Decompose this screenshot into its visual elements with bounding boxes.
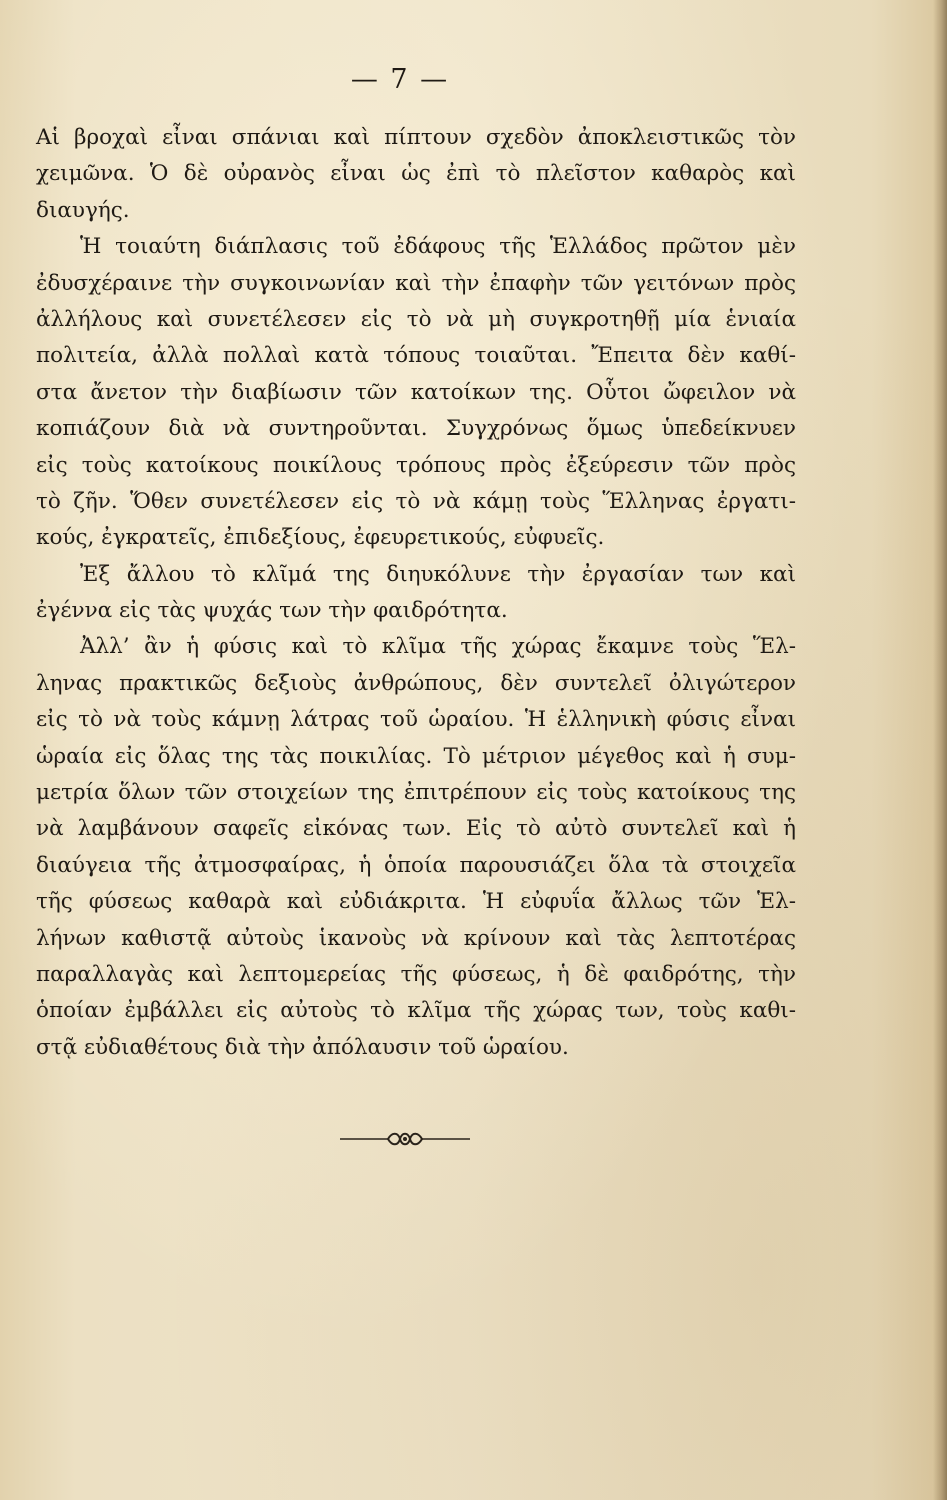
text-line: λήνων καθιστᾷ αὐτοὺς ἱκανοὺς νὰ κρίνουν καὶ τὰς λεπτοτέρας <box>36 925 796 951</box>
text-line: Ἐξ ἄλλου τὸ κλῖμά της διηυκόλυνε τὴν ἐργασίαν των καὶ <box>80 561 796 587</box>
ornamental-rule-icon <box>340 1128 470 1150</box>
body-text <box>36 120 796 1066</box>
text-line: εἰς τὸ νὰ τοὺς κάμνῃ λάτρας τοῦ ὡραίου. Ἡ ἑλληνικὴ φύσις εἶναι <box>36 707 796 733</box>
page-edge-shadow <box>933 0 947 1500</box>
text-line: στᾷ εὐδιαθέτους διὰ τὴν ἀπόλαυσιν τοῦ ὡραίου. <box>36 1034 569 1060</box>
text-line: χειμῶνα. Ὁ δὲ οὐρανὸς εἶναι ὡς ἐπὶ τὸ πλεῖστον καθαρὸς καὶ <box>36 161 796 187</box>
text-line: τὸ ζῆν. Ὅθεν συνετέλεσεν εἰς τὸ νὰ κάμῃ τοὺς Ἕλληνας ἐργατι- <box>36 488 796 514</box>
text-line: Αἱ βροχαὶ εἶναι σπάνιαι καὶ πίπτουν σχεδὸν ἀποκλειστικῶς τὸν <box>36 125 796 150</box>
text-line: ληνας πρακτικῶς δεξιοὺς ἀνθρώπους, δὲν συντελεῖ ὀλιγώτερον <box>36 670 796 696</box>
text-line: ὁποίαν ἐμβάλλει εἰς αὐτοὺς τὸ κλῖμα τῆς χώρας των, τοὺς καθι- <box>36 998 796 1024</box>
text-line: τῆς φύσεως καθαρὰ καὶ εὐδιάκριτα. Ἡ εὐφυΐα ἄλλως τῶν Ἑλ- <box>36 889 796 915</box>
text-line: νὰ λαμβάνουν σαφεῖς εἰκόνας των. Εἰς τὸ αὐτὸ συντελεῖ καὶ ἡ <box>36 816 796 842</box>
text-line: διαυγής. <box>36 197 130 223</box>
text-line: παραλλαγὰς καὶ λεπτομερείας τῆς φύσεως, ἡ δὲ φαιδρότης, τὴν <box>36 961 796 987</box>
page-number: — 7 — <box>350 64 450 95</box>
text-line: κοπιάζουν διὰ νὰ συντηροῦνται. Συγχρόνως ὅμως ὑπεδείκνυεν <box>36 416 796 442</box>
text-line: Ἀλλ’ ἂν ἡ φύσις καὶ τὸ κλῖμα τῆς χώρας ἔκαμνε τοὺς Ἕλ- <box>80 634 796 660</box>
text-line: εἰς τοὺς κατοίκους ποικίλους τρόπους πρὸς ἐξεύρεσιν τῶν πρὸς <box>36 452 796 478</box>
text-line: κούς, ἐγκρατεῖς, ἐπιδεξίους, ἐφευρετικούς, εὐφυεῖς. <box>36 525 605 551</box>
text-line: ὡραία εἰς ὅλας της τὰς ποικιλίας. Τὸ μέτριον μέγεθος καὶ ἡ συμ- <box>36 743 796 769</box>
text-line: Ἡ τοιαύτη διάπλασις τοῦ ἐδάφους τῆς Ἑλλάδος πρῶτον μὲν <box>80 234 796 260</box>
text-line: μετρία ὅλων τῶν στοιχείων της ἐπιτρέπουν εἰς τοὺς κατοίκους της <box>36 780 796 806</box>
text-line: στα ἄνετον τὴν διαβίωσιν τῶν κατοίκων της. Οὗτοι ὤφειλον νὰ <box>36 379 796 405</box>
text-line: ἐγέννα εἰς τὰς ψυχάς των τὴν φαιδρότητα. <box>36 598 508 624</box>
text-line: ἀλλήλους καὶ συνετέλεσεν εἰς τὸ νὰ μὴ συγκροτηθῇ μία ἑνιαία <box>36 306 796 332</box>
text-line: ἐδυσχέραινε τὴν συγκοινωνίαν καὶ τὴν ἐπαφὴν τῶν γειτόνων πρὸς <box>36 270 796 296</box>
text-line: πολιτεία, ἀλλὰ πολλαὶ κατὰ τόπους τοιαῦται. Ἔπειτα δὲν καθί- <box>36 343 796 369</box>
text-line: διαύγεια τῆς ἀτμοσφαίρας, ἡ ὁποία παρουσιάζει ὅλα τὰ στοιχεῖα <box>36 852 796 878</box>
